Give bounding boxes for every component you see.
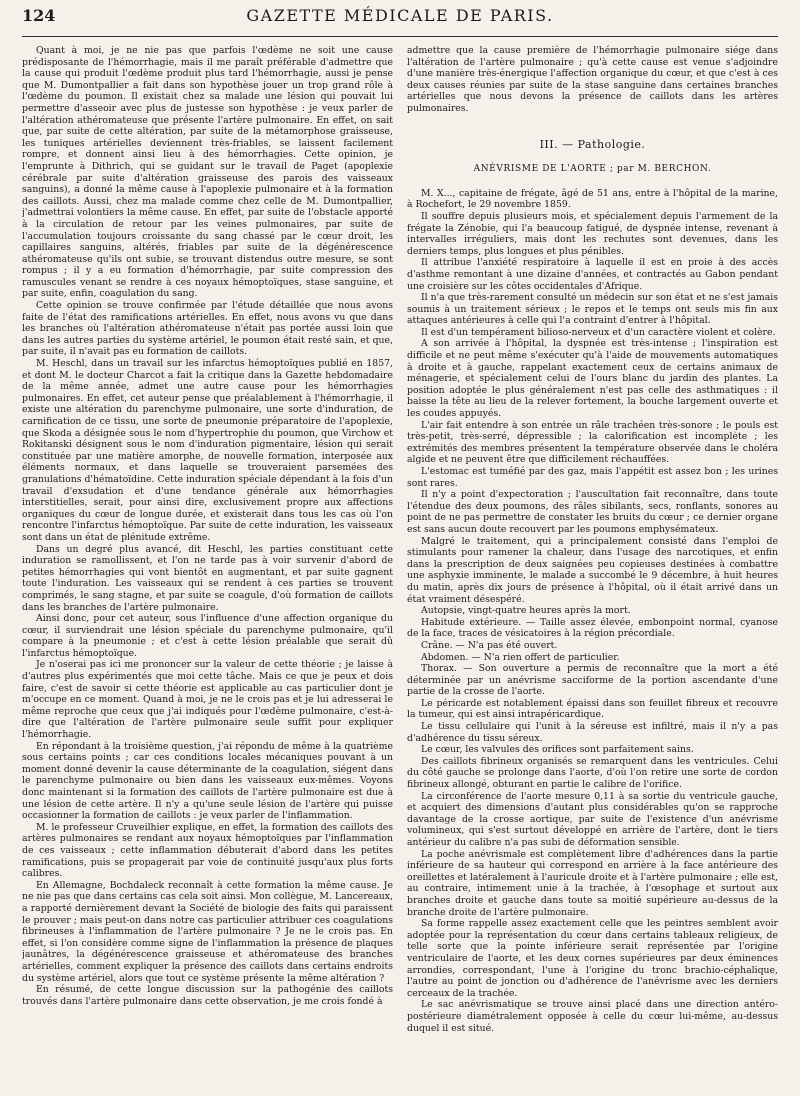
paragraph: Je n'oserai pas ici me prononcer sur la valeur de cette théorie ; je laisse à d'autres plus expérimentés que moi cette tâche. Mais ce que je peux et dois faire, c'est de savoir si cette théorie est applicable au cas particulier dont je m'occupe en ce moment. Quand à moi, je ne le crois pas et je lui adresserai le même reproche que ceux que j'ai indiqués pour l'œdème pulmonaire, c'est-à-dire que l'altération de l'artère pulmonaire seule suffit pour expliquer l'hémorrhagie.	[22, 659, 393, 741]
paragraph: L'estomac est tuméfié par des gaz, mais l'appétit est assez bon ; les urines sont rares.	[407, 466, 778, 489]
paragraph: En Allemagne, Bochdaleck reconnaît à cette formation la même cause. Je ne nie pas que dans certains cas cela soit ainsi. Mon collègue, M. Lancereaux, a rapporté dernièrement devant la Société de biologie des faits qui paraissent le prouver ; mais peut-on dans notre cas particulier attribuer ces coagulations fibrineuses à l'inflammation de l'artère pulmonaire ? Je ne le crois pas. En effet, si l'on considère comme signe de l'inflammation la présence de plaques jaunâtres, la dégénérescence graisseuse et athéromateuse des branches artérielles, comment expliquer la présence des caillots dans certains endroits du système artériel, alors que tout ce système présente la même altération ?	[22, 879, 393, 984]
article-title: ANÉVRISME DE L'AORTE ; par M. BERCHON.	[473, 164, 712, 175]
paragraph: M. Heschl, dans un travail sur les infarctus hémoptoïques publié en 1857, et dont M. le docteur Charcot a fait la critique dans la Gazette hebdomadaire de la même année, admet une autre cause pour les hémorrhagies pulmonaires. En effet, cet auteur pense que préalablement à l'hémorrhagie, il existe une altération du parenchyme pulmonaire, une sorte d'induration, de carnification de ce tissu, une sorte de pneumonie préparatoire de l'apoplexie, que Skoda a désignée sous le nom d'hypertrophie du poumon, que Virchow et Rokitanski désignent sous le nom d'induration pigmentaire, lésion qui serait constituée par une matière amorphe, de nouvelle formation, interposée aux éléments normaux, et dans laquelle se trouveraient parsemées des granulations d'hématoïdine. Cette induration spéciale dépendant à la fois d'un travail d'exsudation et d'une tendance générale aux hémorrhagies interstitielles, serait, pour ainsi dire, exclusivement propre aux affections organiques du cœur de longue durée, et existerait dans tous les cas où l'on rencontre l'infarctus hémoptoïque. Par suite de cette induration, les vaisseaux sont dans un état de plénitude extrême.	[22, 358, 393, 543]
paragraph: Sa forme rappelle assez exactement celle que les peintres semblent avoir adoptée pour la représentation du cœur dans certains tableaux religieux, de telle sorte que la pointe inférieure serait représentée par l'origine ventriculaire de l'aorte, et les deux cornes supérieures par deux éminences arrondies, correspondant, l'une à l'origine du tronc brachio-céphalique, l'autre au point de jonction ou d'adhérence de l'anévrisme avec les derniers cerceaux de la trachée.	[407, 918, 778, 999]
paragraph: La poche anévrismale est complètement libre d'adhérences dans la partie inférieure de sa hauteur qui correspond en arrière à la face antérieure des oreillettes et latéralement à l'auricule droite et à l'artère pulmonaire ; elle est, au contraire, intimement unie à la trachée, à l'œsophage et surtout aux branches droite et gauche dans toute sa moitié supérieure au-dessus de la branche droite de l'artère pulmonaire.	[407, 848, 778, 918]
right-column	[407, 45, 778, 1034]
paragraph: Le cœur, les valvules des orifices sont parfaitement sains.	[421, 744, 694, 756]
paragraph: Malgré le traitement, qui a principalement consisté dans l'emploi de stimulants pour ramener la chaleur, dans l'usage des narcotiques, et enfin dans la prescription de deux saignées peu copieuses destinées à combattre une asphyxie imminente, le malade a succombé le 9 décembre, à huit heures du matin, après dix jours de présence à l'hôpital, où il était arrivé dans un état vraiment désespéré.	[407, 535, 778, 605]
paragraph: M. X..., capitaine de frégate, âgé de 51 ans, entre à l'hôpital de la marine, à Rochefort, le 29 novembre 1859.	[407, 187, 778, 211]
paragraph: Thorax. — Son ouverture a permis de reconnaître que la mort a été déterminée par un anévrisme sacciforme de la portion ascendante d'une partie de la crosse de l'aorte.	[407, 663, 778, 698]
paragraph: Ainsi donc, pour cet auteur, sous l'influence d'une affection organique du cœur, il surviendrait une lésion spéciale du parenchyme pulmonaire, qu'il compare à la pneumonie ; et c'est à cette lésion préalable que serait dû l'infarctus hémoptoïque.	[22, 613, 393, 659]
paragraph: Il n'a que très-rarement consulté un médecin sur son état et ne s'est jamais soumis à un traitement sérieux ; le repos et le temps ont seuls mis fin aux attaques antérieures à celle qui l'a contraint d'entrer à l'hôpital.	[407, 292, 778, 327]
paragraph: Il attribue l'anxiété respiratoire à laquelle il est en proie à des accès d'asthme remontant à une dizaine d'années, et contractés au Gabon pendant une croisière sur les côtes occidentales d'Afrique.	[407, 257, 778, 292]
paragraph: M. le professeur Cruveilhier explique, en effet, la formation des caillots des artères pulmonaires se rendant aux noyaux hémoptoïques par l'inflammation de ces vaisseaux ; cette inflammation débuterait d'abord dans les petites ramifications, puis se propagerait par voie de continuité jusqu'aux plus forts calibres.	[22, 821, 393, 880]
paragraph: Le péricarde est notablement épaissi dans son feuillet fibreux et recouvre la tumeur, qui est ainsi intrapéricardique.	[407, 697, 778, 721]
journal-title: GAZETTE MÉDICALE DE PARIS.	[246, 6, 554, 25]
paragraph: En résumé, de cette longue discussion sur la pathogénie des caillots trouvés dans l'artère pulmonaire dans cette observation, je me crois fondé à	[22, 984, 393, 1007]
paragraph: Cette opinion se trouve confirmée par l'étude détaillée que nous avons faite de l'état des ramifications artérielles. En effet, nous avons vu que dans les branches où l'altération athéromateuse n'était pas portée aussi loin que dans les autres parties du système artériel, le poumon était resté sain, et que, par suite, il n'avait pas eu formation de caillots.	[22, 300, 393, 358]
text-columns	[22, 45, 778, 1034]
paragraph: Habitude extérieure. — Taille assez élevée, embonpoint normal, cyanose de la face, traces de vésicatoires à la région précordiale.	[407, 616, 778, 640]
paragraph: Abdomen. — N'a rien offert de particulier.	[421, 651, 620, 663]
section-title: III. — Pathologie.	[539, 137, 646, 151]
paragraph: Il souffre depuis plusieurs mois, et spécialement depuis l'armement de la frégate la Zénobie, qui l'a beaucoup fatigué, de dyspnée intense, revenant à intervalles irréguliers, mais dont les rechutes sont devenues, dans les derniers temps, plus longues et plus pénibles.	[407, 210, 778, 257]
continued-paragraph: admettre que la cause première de l'hémorrhagie pulmonaire siége dans l'altération de l'artère pulmonaire ; qu'à cette cause est venue s'adjoindre d'une manière très-énergique l'affection organique du cœur, et que c'est à ces deux causes réunies par suite de la stase sanguine dans certaines branches artérielles que nous devons la présence de caillots dans les artères pulmonaires.	[407, 45, 778, 114]
paragraph: Autopsie, vingt-quatre heures après la mort.	[421, 605, 631, 617]
paragraph: Le tissu cellulaire qui l'unit à la séreuse est infiltré, mais il n'y a pas d'adhérence du tissu séreux.	[407, 721, 778, 744]
paragraph: Il est d'un tempérament bilioso-nerveux et d'un caractère violent et colère.	[421, 326, 776, 338]
paragraph: A son arrivée à l'hôpital, la dyspnée est très-intense ; l'inspiration est difficile et ne peut même s'exécuter qu'à l'aide de mouvements automatiques à droite et à gauche, rappelant exactement ceux de certains animaux de ménagerie, et spécialement celui de l'ours blanc du jardin des plantes. La position adoptée le plus généralement n'est pas celle des asthmatiques : il baisse la tête au lieu de la relever fortement, la bouche largement ouverte et les coudes appuyés.	[407, 338, 778, 420]
paragraph: Il n'y a point d'expectoration ; l'auscultation fait reconnaître, dans toute l'étendue des deux poumons, des râles sibilants, secs, ronflants, sonores au point de ne pas permettre de constater les bruits du cœur ; ce dernier organe est sans aucun doute recouvert par les poumons emphysémateux.	[407, 489, 778, 535]
paragraph: Quant à moi, je ne nie pas que parfois l'œdème ne soit une cause prédisposante de l'hémorrhagie, mais il me paraît préférable d'admettre que la cause qui produit l'œdème produit plus tard l'hémorrhagie, aussi je pense que M. Dumontpallier a fait dans son hypothèse jouer un trop grand rôle à l'œdème du poumon. Il existait chez sa malade une lésion qui pouvait lui permettre d'asseoir avec plus de justesse son hypothèse : je veux parler de l'altération athéromateuse que présente l'artère pulmonaire. En effet, on sait que, par suite de cette altération, par suite de la métamorphose graisseuse, les tuniques artérielles deviennent très-friables, se laissent facilement rompre, et donnent ainsi lieu à des hémorrhagies. Cette opinion, je l'emprunte à Dithrich, qui se guidant sur le travail de Paget (apoplexie cérébrale par suite d'altération graisseuse des parois des vaisseaux sanguins), a donné la même cause à l'apoplexie pulmonaire et à la formation des caillots. Aussi, chez ma malade comme chez celle de M. Dumontpallier, j'admettrai volontiers la même cause. En effet, par suite de l'obstacle apporté à la circulation de retour par les veines pulmonaires, par suite de l'accumulation toujours croissante du sang chassé par le cœur droit, les capillaires sanguins, altérés, friables par suite de la dégénérescence athéromateuse qu'ils ont subie, se trouvant distendus outre mesure, se sont rompus ; il y a eu formation d'hémorrhagie, par suite compression des ramuscules venant se rendre à ces noyaux hémoptoïques, stase sanguine, et par suite, enfin, coagulation du sang.	[22, 45, 393, 300]
paragraph: La circonférence de l'aorte mesure 0,11 à sa sortie du ventricule gauche, et acquiert des dimensions d'autant plus considérables qu'on se rapproche davantage de la crosse aortique, par suite de l'existence d'un anévrisme volumineux, qui s'est surtout développé en arrière de l'artère, dont le tiers antérieur du calibre n'a pas subi de déformation sensible.	[407, 790, 778, 848]
paragraph: Dans un degré plus avancé, dit Heschl, les parties constituant cette induration se ramollissent, et l'on ne tarde pas à voir survenir d'abord de petites hémorrhagies qui vont bientôt en augmentant, et par suite gagnent toute l'induration. Les vaisseaux qui se rendent à ces parties se trouvent comprimés, le sang stagne, et par suite se coagule, d'où formation de caillots dans les branches de l'artère pulmonaire.	[22, 543, 393, 613]
paragraph: En répondant à la troisième question, j'ai répondu de même à la quatrième sous certains points ; car ces conditions locales mécaniques pouvant à un moment donné devenir la cause déterminante de la coagulation, siégent dans le parenchyme pulmonaire ou bien dans les vaisseaux eux-mêmes. Voyons donc maintenant si la formation des caillots de l'artère pulmonaire est due à une lésion de cette artère. Il n'y a qu'une seule lésion de l'artère qui puisse occasionner la formation de caillots : je veux parler de l'inflammation.	[22, 740, 393, 822]
paragraph: Des caillots fibrineux organisés se remarquent dans les ventricules. Celui du côté gauche se prolonge dans l'aorte, d'où l'on retire une sorte de cordon fibrineux allongé, obturant en partie le calibre de l'orifice.	[407, 755, 778, 791]
paragraph: Le sac anévrismatique se trouve ainsi placé dans une direction antéro-postérieure diamétralement opposée à celle du cœur lui-même, au-dessus duquel il est situé.	[407, 999, 778, 1034]
running-header	[22, 6, 778, 37]
page-number: 124	[22, 6, 56, 25]
left-column	[22, 45, 393, 1034]
paragraph: Crâne. — N'a pas été ouvert.	[421, 639, 558, 651]
paragraph: L'air fait entendre à son entrée un râle trachéen très-sonore ; le pouls est très-petit, très-serré, dépressible ; la calorification est incomplète ; les extrémités des membres présentent la température observée dans le choléra algide et ne peuvent être que difficilement réchauffées.	[407, 419, 778, 466]
